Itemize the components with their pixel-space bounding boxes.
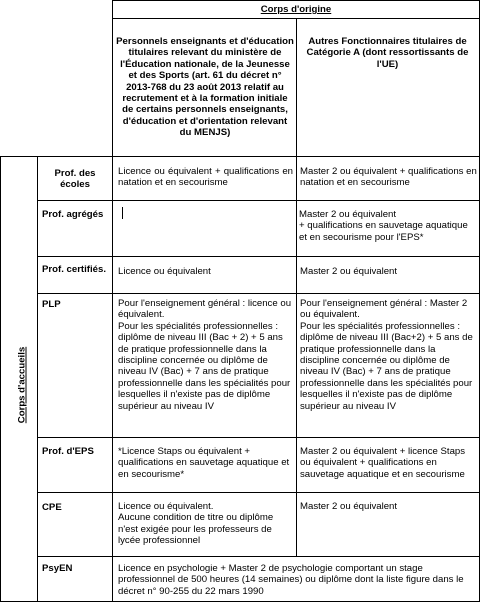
header-col1: Personnels enseignants et d'éducation titulaires relevant du ministère de l'Éducation nationale, de la Jeunesse et des Sports (art. 61 du décret n° 2013-768 du 23 août 2013 relatif au recrutement et à la formation initiale de certains personnels enseignants, d'éducation et d'orientation relevant du MENJS) <box>116 36 294 139</box>
label-column-divider <box>112 0 113 602</box>
table-border-left <box>0 156 1 602</box>
column-divider <box>296 18 297 556</box>
row-col2: Master 2 ou équivalent + qualifications en natation et en secourisme <box>300 166 477 189</box>
row-divider <box>37 492 480 493</box>
row-divider <box>37 293 480 294</box>
row-col2: Master 2 ou équivalent <box>300 501 398 512</box>
row-label: Prof. certifiés. <box>42 264 106 275</box>
row-label: Prof. des écoles <box>54 168 96 191</box>
row-divider <box>37 556 480 557</box>
row-divider <box>37 437 480 438</box>
table-border-top <box>112 0 480 1</box>
admission-table: Corps d'origine Personnels enseignants et d'éducation titulaires relevant du ministère de l'Éducation nationale, de la Jeunesse et des Sports (art. 61 du décret n° 2013-768 du 23 août 2013 relatif au recrutement et à la formation initiale de certains personnels enseignants, d'éducation et d'orientation relevant du MENJS) Autres Fonctionnaires titulaires de Catégorie A (dont ressortissants de l'UE) Corps d'accueils Prof. des écoles Licence ou équivalent + qualifications en natation et en secourisme Master 2 ou équivalent + qualifications en natation et en secourisme Prof. agrégés Master 2 ou équivalent + qualifications en sauvetage aquatique et en secourisme pour l'EPS* Prof. certifiés. Licence ou équivalent Master 2 ou équivalent PLP Pour l'enseignement général : licence ou équivalent. Pour les spécialités professionnelles : diplôme de niveau III (Bac + 2) + 5 ans de pratique professionnelle dans la discipline concernée ou diplôme de niveau IV (Bac) + 7 ans de pratique professionnelle dans les spécialités pour lesquelles il n'existe pas de diplôme supérieur au niveau IV Pour l'enseignement général : Master 2 ou équivalent. Pour les spécialités professionnelles : diplôme de niveau III (Bac+2) + 5 ans de pratique professionnelle dans la discipline concernée ou diplôme de niveau IV (Bac) + 7 ans de pratique professionnelle dans les spécialités pour lesquelles il n'existe pas de diplôme supérieur au niveau IV Prof. d'EPS *Licence Staps ou équivalent + qualifications en sauvetage aquatique et en secourisme* Master 2 ou équivalent + licence Staps ou équivalent + qualifications en sauvetage aquatique et en secourisme CPE Licence ou équivalent. Aucune condition de titre ou diplôme n'est exigée pour les professeurs de lycée professionnel Master 2 ou équivalent PsyEN Licence en psychologie + Master 2 de psychologie comportant un stage professionnel de 500 heures (14 semaines) ou diplôme dont la liste figure dans le décret n° 90-255 du 22 mars 1990 <box>0 0 480 602</box>
row-label: Prof. d'EPS <box>42 446 94 457</box>
row-merged: Licence en psychologie + Master 2 de psychologie comportant un stage professionnel de 500 heures (14 semaines) ou diplôme dont la liste figure dans le décret n° 90-255 du 22 mars 1990 <box>118 563 464 597</box>
side-label-divider <box>37 156 38 602</box>
row-col2: Pour l'enseignement général : Master 2 ou équivalent. Pour les spécialités professionnelles : diplôme de niveau III (Bac+2) + 5 ans de pratique professionnelle dans la discipline concernée ou diplôme de niveau IV (Bac) + 7 ans de pratique professionnelle dans les spécialités pour lesquelles il n'existe pas de diplôme supérieur au niveau IV <box>300 298 473 412</box>
row-label: CPE <box>42 502 62 513</box>
row-label: PLP <box>42 299 61 310</box>
row-col1: Licence ou équivalent + qualifications en natation et en secourisme <box>118 166 293 189</box>
row-col1: Licence ou équivalent <box>118 266 211 277</box>
row-col1: Licence ou équivalent. Aucune condition de titre ou diplôme n'est exigée pour les professeurs de lycée professionnel <box>118 501 274 547</box>
row-divider <box>37 200 480 201</box>
row-label: PsyEN <box>42 563 73 574</box>
row-col2: Master 2 ou équivalent <box>300 266 398 277</box>
row-divider <box>37 256 480 257</box>
text-cursor <box>122 207 123 219</box>
row-col1: *Licence Staps ou équivalent + qualifications en sauvetage aquatique et en secourisme* <box>118 446 290 480</box>
row-col2: Master 2 ou équivalent + qualifications en sauvetage aquatique et en secourisme pour l'EPS* <box>299 209 468 243</box>
row-label: Prof. agrégés <box>42 209 104 220</box>
row-col2: Master 2 ou équivalent + licence Staps ou équivalent + qualifications en sauvetage aquatique et en secourisme <box>300 446 466 480</box>
corps-origine-header: Corps d'origine <box>260 4 332 15</box>
header-col2: Autres Fonctionnaires titulaires de Catégorie A (dont ressortissants de l'UE) <box>306 36 469 70</box>
table-divider <box>0 156 480 157</box>
row-col1: Pour l'enseignement général : licence ou équivalent. Pour les spécialités professionnelles : diplôme de niveau III (Bac + 2) + 5 ans de pratique professionnelle dans la discipline concernée ou diplôme de niveau IV (Bac) + 7 ans de pratique professionnelle dans les spécialités pour lesquelles il n'existe pas de diplôme supérieur au niveau IV <box>118 298 292 412</box>
